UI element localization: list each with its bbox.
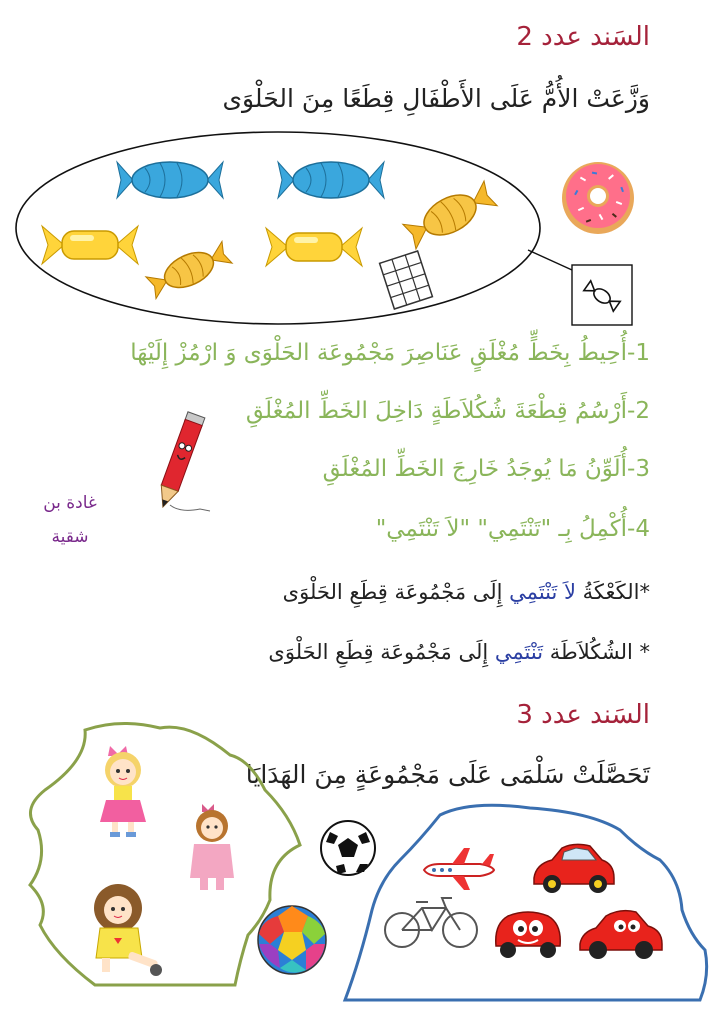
ball-icon [318,818,378,878]
signature-line-1: غادة بن [43,493,97,513]
statement-chocolate-prefix: * الشُكُلاَطَة [543,640,650,664]
task-3: 3-أُلَوِّنُ مَا يُوجَدُ خَارِجَ الخَطِّ المُغْلَقِ [322,456,650,482]
section3-heading: السَند عدد 3 [516,700,650,730]
car-icon [488,902,568,962]
section2-statement: وَزَّعَتْ الأُمُّ عَلَى الأَطْفَالِ قِطَعًا مِنَ الحَلْوَى [222,84,650,113]
statement-chocolate-answer: تَنْتَمِي [494,640,544,664]
ball-icon [256,904,328,976]
section3-statement: تَحَصَّلَتْ سَلْمَى عَلَى مَجْمُوعَةٍ مِنَ الهَدَايَا [245,760,650,789]
car-icon [528,838,618,898]
plane-icon [418,844,498,894]
signature-line-2: شقية [51,527,89,547]
statement-cake-prefix: *الكَعْكَةُ [576,580,650,604]
car-icon [576,902,666,962]
statement-cake-suffix: إِلَى مَجْمُوعَة قِطَعِ الحَلْوَى [282,580,510,604]
doll-icon [88,740,158,840]
section2-heading: السَند عدد 2 [516,22,650,52]
bicycle-icon [382,892,482,952]
doll-icon [182,800,242,895]
task-2: 2-أَرْسُمُ قِطْعَةَ شُكُلاَطَةٍ دَاخِلَ الخَطِّ المُغْلَقِ [245,398,650,424]
task-1: 1-أُحِيطُ بِخَطٍّ مُغْلَقٍ عَنَاصِرَ مَجْمُوعَة الحَلْوَى وَ ارْمُزْ إِلَيْهَا [130,340,650,366]
statement-chocolate-suffix: إِلَى مَجْمُوعَة قِطَعِ الحَلْوَى [268,640,495,664]
doll-icon [78,878,178,978]
statement-cake-answer: لاَ تَنْتَمِي [509,580,576,604]
task-4: 4-أُكْمِلُ بِـ "تَنْتَمِي" "لاَ تَنْتَمِي" [375,516,650,542]
